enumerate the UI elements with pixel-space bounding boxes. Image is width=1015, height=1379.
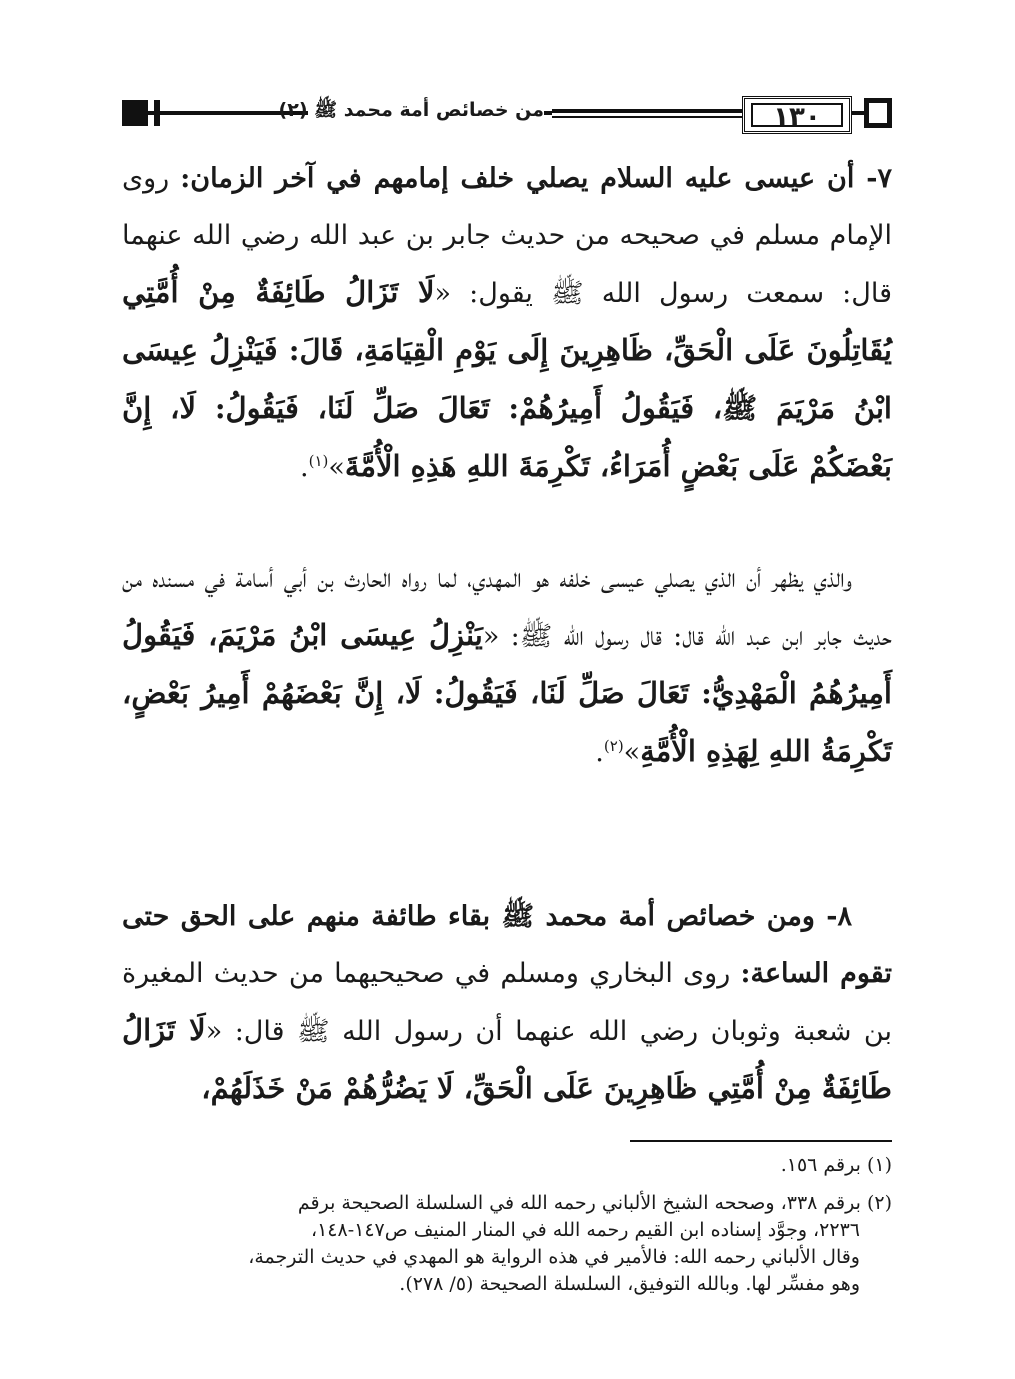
section-7-end: . — [299, 452, 309, 483]
footnote-2-line-2: ٢٢٣٦، وجوَّد إسناده ابن القيم رحمه الله في المنار المنيف ص١٤٧-١٤٨، — [310, 1219, 860, 1241]
footnote-2-line-1: (٢) برقم ٣٣٨، وصححه الشيخ الألباني رحمه الله في السلسلة الصحيحة برقم — [297, 1192, 892, 1214]
page-number: ١٣٠ — [773, 102, 821, 132]
section-7-hadith: لَا تَزَالُ طَائِفَةٌ مِنْ أُمَّتِي يُقَاتِلُونَ عَلَى الْحَقِّ، ظَاهِرِينَ إِلَى يَوْمِ الْقِيَامَةِ، قَالَ: فَيَنْزِلُ عِيسَى ابْنُ مَرْيَمَ ﷺ، فَيَقُولُ أَمِيرُهُمْ: تَعَالَ صَلِّ لَنَا، فَيَقُولُ: لَا، إِنَّ بَعْضَكُمْ عَلَى بَعْضٍ أُمَرَاءُ، تَكْرِمَةَ اللهِ هَذِهِ الْأُمَّةَ — [122, 275, 892, 483]
footnote-2-line-4: وهو مفسِّر لها. وبالله التوفيق، السلسلة الصحيحة (٥/ ٢٧٨). — [399, 1273, 860, 1295]
footnote-2 — [122, 1190, 896, 1298]
running-title: من خصائص أمة محمد ﷺ (٢) — [308, 98, 544, 126]
section-7-intro: روى الإمام مسلم في صحيحه من حديث جابر بن عبد الله رضي الله عنهما قال: سمعت رسول الله ﷺ يقول: « — [122, 163, 893, 309]
section-8-intro: روى البخاري ومسلم في صحيحيهما من حديث المغيرة بن شعبة وثوبان رضي الله عنهما أن رسول الله ﷺ قال: « — [122, 958, 892, 1047]
mahdi-end: . — [595, 737, 604, 768]
page-header — [122, 96, 892, 136]
footnote-ref-2: (٢) — [603, 737, 624, 755]
section-7-quote-close: » — [328, 452, 345, 483]
page-number-frame — [742, 96, 852, 134]
section-7-heading: ٧- أن عيسى عليه السلام يصلي خلف إمامهم في آخر الزمان: — [180, 163, 892, 194]
section-7-paragraph — [122, 150, 892, 496]
mahdi-quote-close: » — [623, 737, 641, 768]
header-ornament-left — [122, 100, 148, 126]
footnote-2-line-3: وقال الألباني رحمه الله: فالأمير في هذه الرواية هو المهدي في حديث الترجمة، — [248, 1246, 860, 1268]
footnote-1: (١) برقم ١٥٦. — [780, 1154, 892, 1176]
footnote-separator — [630, 1140, 892, 1142]
section-8-hadith: لَا تَزَالُ طَائِفَةٌ مِنْ أُمَّتِي ظَاهِرِينَ عَلَى الْحَقِّ، لَا يَضُرُّهُمْ مَنْ خَذَلَهُمْ، — [122, 1013, 892, 1105]
section-8-heading: ٨- ومن خصائص أمة محمد ﷺ بقاء طائفة منهم على الحق حتى تقوم الساعة: — [122, 901, 892, 989]
section-8-paragraph — [122, 888, 892, 1118]
mahdi-paragraph — [122, 550, 892, 781]
header-rule-middle — [552, 109, 742, 113]
footnote-ref-1: (١) — [308, 452, 329, 470]
mahdi-hadith: يَنْزِلُ عِيسَى ابْنُ مَرْيَمَ، فَيَقُولُ أَمِيرُهُمُ الْمَهْدِيُّ: تَعَالَ صَلِّ لَنَا، فَيَقُولُ: لَا، إِنَّ بَعْضَهُمْ أَمِيرُ بَعْضٍ، تَكْرِمَةُ اللهِ لِهَذِهِ الْأُمَّةِ — [122, 618, 892, 768]
header-ornament-right — [864, 98, 892, 128]
mahdi-intro: والذي يظهر أن الذي يصلي عيسى خلفه هو المهدي، لما رواه الحارث بن أبي أسامة في مسنده من حديث جابر ابن عبد الله قال: قال رسول الله ﷺ: « — [122, 563, 892, 652]
header-rule-middle-thin — [552, 116, 742, 118]
header-ornament-left-bar — [154, 100, 160, 126]
